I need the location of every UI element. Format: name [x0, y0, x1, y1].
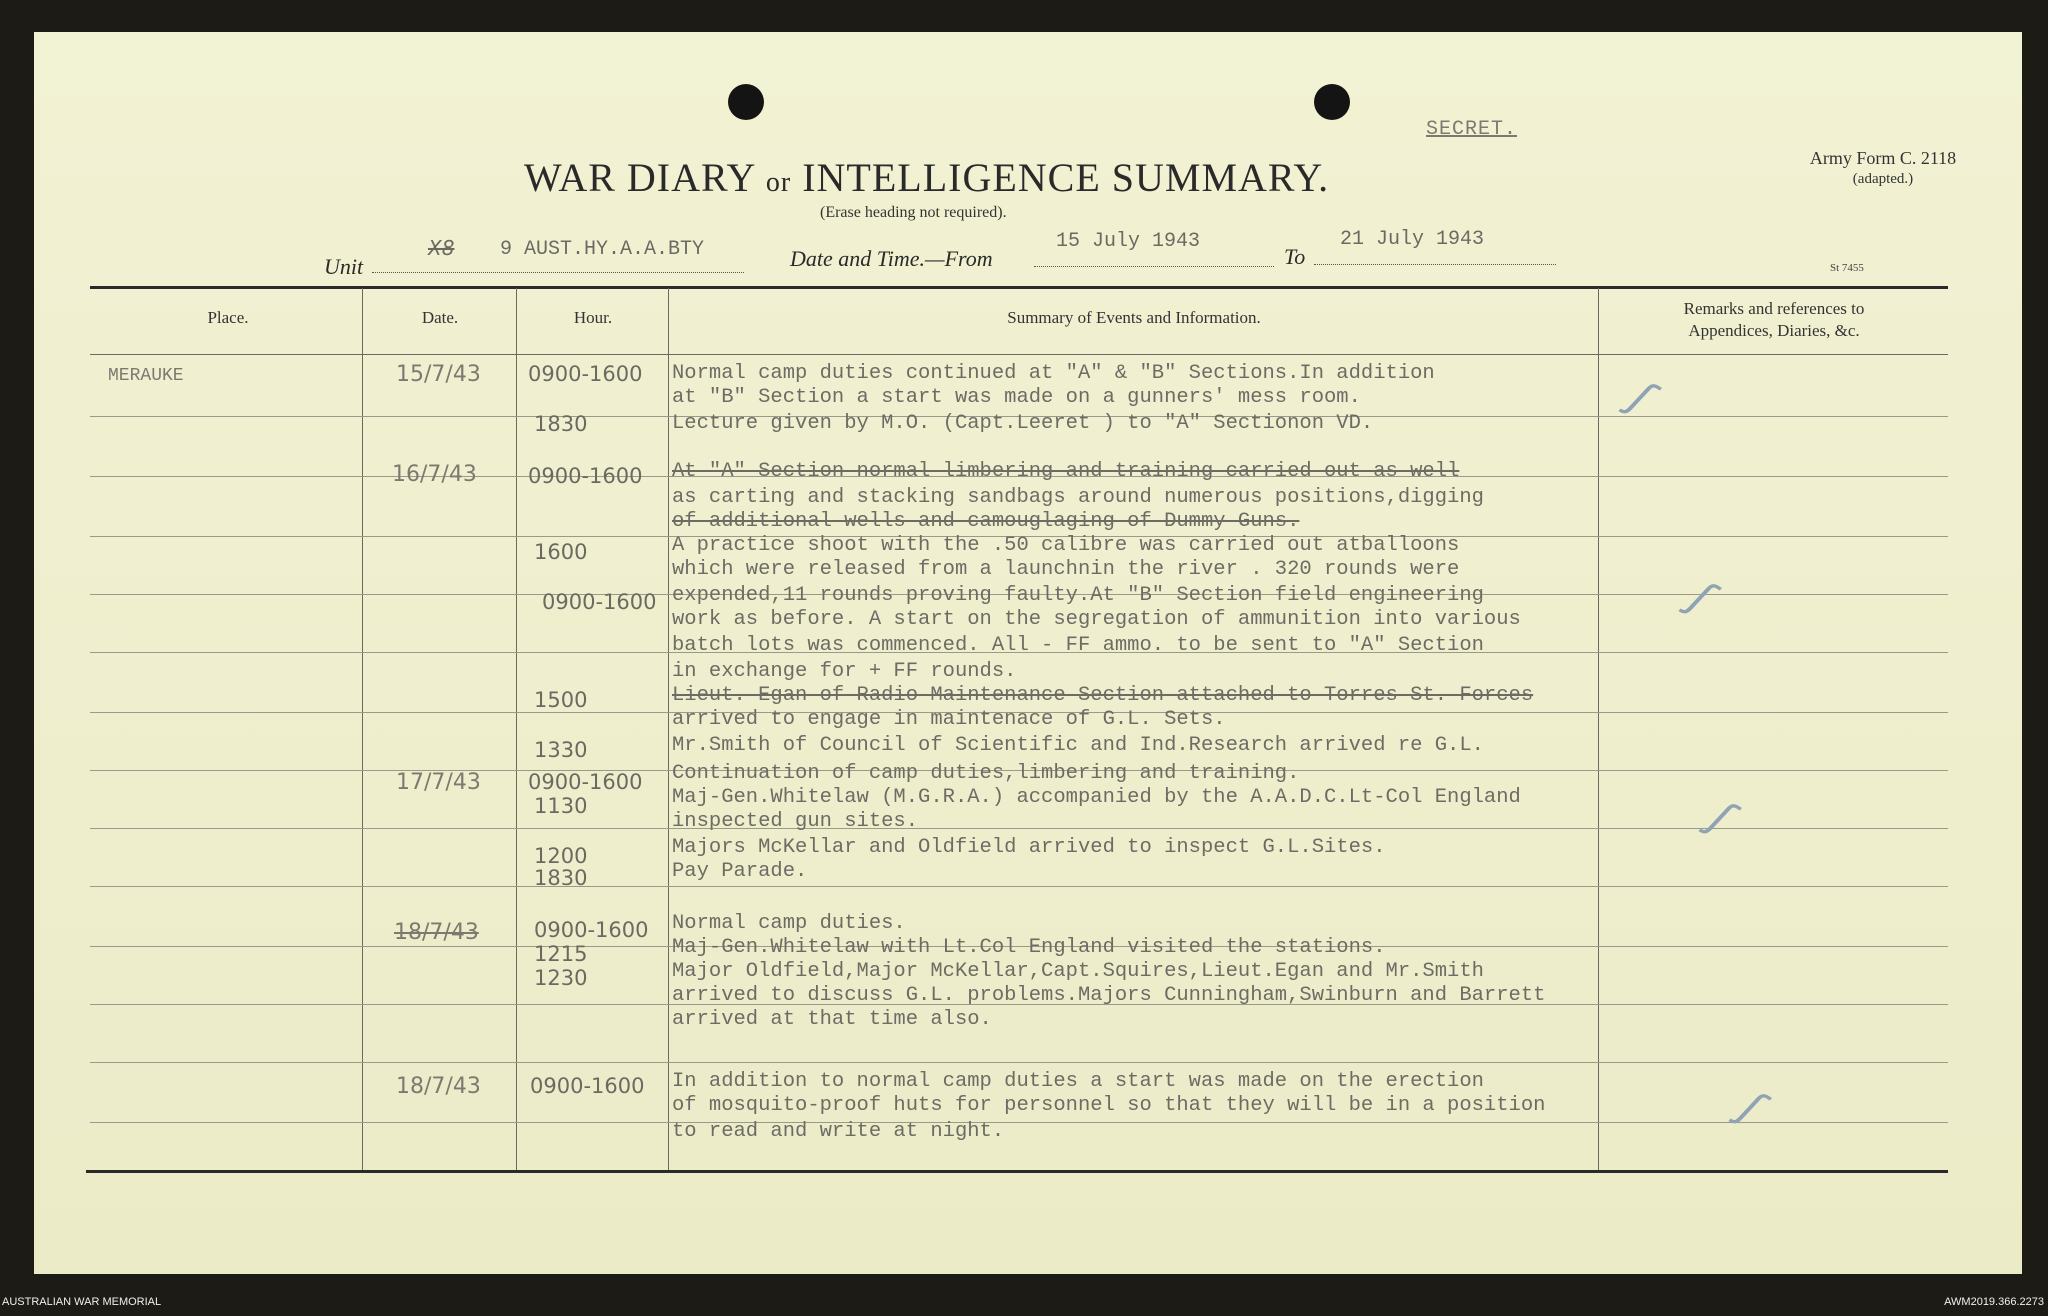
- to-label: To: [1284, 244, 1306, 269]
- hour-entry: 0900-1600: [534, 918, 649, 942]
- hour-entry: 1230: [534, 966, 588, 990]
- header-hour: Hour.: [573, 308, 613, 327]
- place-entry: MERAUKE: [108, 366, 184, 386]
- hour-entry: 1130: [534, 794, 588, 818]
- erase-heading-note: (Erase heading not required).: [820, 204, 1007, 221]
- secret-stamp: SECRET.: [1426, 118, 1518, 141]
- summary-line: inspected gun sites.: [672, 810, 919, 833]
- title-intelligence-summary: INTELLIGENCE SUMMARY.: [802, 155, 1330, 200]
- from-value: 15 July 1943: [1056, 230, 1201, 253]
- unit-line: [372, 272, 744, 273]
- summary-line: Normal camp duties.: [672, 912, 906, 935]
- hour-entry: 0900-1600: [528, 464, 643, 488]
- summary-line: Continuation of camp duties,limbering and training.: [672, 762, 1300, 785]
- summary-line: Lieut. Egan of Radio Maintenance Section attached to Torres St. Forces: [672, 684, 1534, 707]
- column-rule-place: [362, 288, 363, 1170]
- ruled-line: [90, 886, 1948, 887]
- summary-line: in exchange for + FF rounds.: [672, 660, 1017, 683]
- remarks-initials-mark: ʃ: [1681, 571, 1722, 624]
- unit-struck-value: X8: [428, 236, 455, 260]
- unit-value: 9 AUST.HY.A.A.BTY: [500, 238, 705, 261]
- column-rule-date: [516, 288, 517, 1170]
- hour-entry: 1215: [534, 942, 588, 966]
- summary-line: which were released from a launchnin the river . 320 rounds were: [672, 558, 1460, 581]
- hour-entry: 0900-1600: [528, 362, 643, 386]
- summary-line: arrived at that time also.: [672, 1008, 992, 1031]
- remarks-initials-mark: ʃ: [1621, 371, 1662, 424]
- hour-entry: 0900-1600: [528, 770, 643, 794]
- hour-entry: 1600: [534, 540, 588, 564]
- remarks-initials-mark: ʃ: [1731, 1081, 1772, 1134]
- hour-entry: 0900-1600: [530, 1074, 645, 1098]
- header-date: Date.: [421, 308, 459, 327]
- army-form-label: Army Form C. 2118: [1809, 148, 1957, 168]
- punch-hole-left: [728, 84, 764, 120]
- title-or: or: [765, 167, 792, 198]
- adapted-label: (adapted.): [1852, 171, 1914, 187]
- header-remarks: [1600, 298, 1948, 342]
- header-rule: [90, 354, 1948, 355]
- summary-line: as carting and stacking sandbags around numerous positions,digging: [672, 486, 1484, 509]
- to-value: 21 July 1943: [1340, 228, 1485, 251]
- hour-entry: 1330: [534, 738, 588, 762]
- column-rule-hour: [668, 288, 669, 1170]
- summary-line: Maj-Gen.Whitelaw (M.G.R.A.) accompanied by the A.A.D.C.Lt-Col England: [672, 786, 1521, 809]
- date-time-label: Date and Time.—From: [790, 246, 993, 271]
- punch-hole-right: [1314, 84, 1350, 120]
- ruled-line: [90, 1062, 1948, 1063]
- unit-label: Unit: [324, 254, 364, 279]
- table-bottom-rule: [86, 1170, 1948, 1173]
- stationery-code: St 7455: [1830, 262, 1864, 274]
- summary-line: Major Oldfield,Major McKellar,Capt.Squires,Lieut.Egan and Mr.Smith: [672, 960, 1484, 983]
- date-entry: 15/7/43: [396, 362, 481, 387]
- header-remarks-line2: Appendices, Diaries, &c.: [1688, 321, 1860, 340]
- summary-line: A practice shoot with the .50 calibre was carried out atballoons: [672, 534, 1460, 557]
- hour-entry: 1200: [534, 844, 588, 868]
- credit-right: AWM2019.366.2273: [1944, 1296, 2044, 1308]
- credit-left: AUSTRALIAN WAR MEMORIAL: [2, 1296, 162, 1308]
- summary-line: at "B" Section a start was made on a gunners' mess room.: [672, 386, 1361, 409]
- date-entry: 18/7/43: [396, 1074, 481, 1099]
- header-place: Place.: [207, 308, 249, 327]
- summary-line: expended,11 rounds proving faulty.At "B" Section field engineering: [672, 584, 1484, 607]
- page-title: [524, 154, 1424, 201]
- summary-line: arrived to discuss G.L. problems.Majors Cunningham,Swinburn and Barrett: [672, 984, 1546, 1007]
- army-form-number: [1768, 148, 1998, 188]
- to-line: [1314, 264, 1556, 265]
- hour-entry: 1830: [534, 412, 588, 436]
- summary-line: At "A" Section normal limbering and training carried out as well: [672, 460, 1460, 483]
- date-entry: 16/7/43: [392, 462, 477, 487]
- summary-line: Maj-Gen.Whitelaw with Lt.Col England visited the stations.: [672, 936, 1386, 959]
- summary-line: Normal camp duties continued at "A" & "B" Sections.In addition: [672, 362, 1435, 385]
- summary-line: Majors McKellar and Oldfield arrived to inspect G.L.Sites.: [672, 836, 1386, 859]
- date-entry-struck: 18/7/43: [394, 920, 479, 945]
- title-war-diary: WAR DIARY: [524, 155, 755, 200]
- summary-line: In addition to normal camp duties a start was made on the erection: [672, 1070, 1484, 1093]
- from-line: [1034, 266, 1274, 267]
- summary-line: Lecture given by M.O. (Capt.Leeret ) to "A" Sectionon VD.: [672, 412, 1374, 435]
- table-top-rule: [90, 286, 1948, 289]
- header-remarks-line1: Remarks and references to: [1683, 299, 1865, 318]
- summary-line: Pay Parade.: [672, 860, 808, 883]
- date-entry: 17/7/43: [396, 770, 481, 795]
- hour-entry: 1500: [534, 688, 588, 712]
- hour-entry: 1830: [534, 866, 588, 890]
- hour-entry: 0900-1600: [542, 590, 657, 614]
- summary-line: batch lots was commenced. All - FF ammo. to be sent to "A" Section: [672, 634, 1484, 657]
- summary-line: Mr.Smith of Council of Scientific and Ind.Research arrived re G.L.: [672, 734, 1484, 757]
- remarks-initials-mark: ʃ: [1701, 791, 1742, 844]
- summary-line: of additional wells and camouglaging of Dummy Guns.: [672, 510, 1300, 533]
- summary-line: to read and write at night.: [672, 1120, 1005, 1143]
- summary-line: arrived to engage in maintenace of G.L. Sets.: [672, 708, 1226, 731]
- war-diary-page: [34, 32, 2022, 1274]
- summary-line: of mosquito-proof huts for personnel so that they will be in a position: [672, 1094, 1546, 1117]
- header-summary: Summary of Events and Information.: [1007, 308, 1261, 327]
- summary-line: work as before. A start on the segregation of ammunition into various: [672, 608, 1521, 631]
